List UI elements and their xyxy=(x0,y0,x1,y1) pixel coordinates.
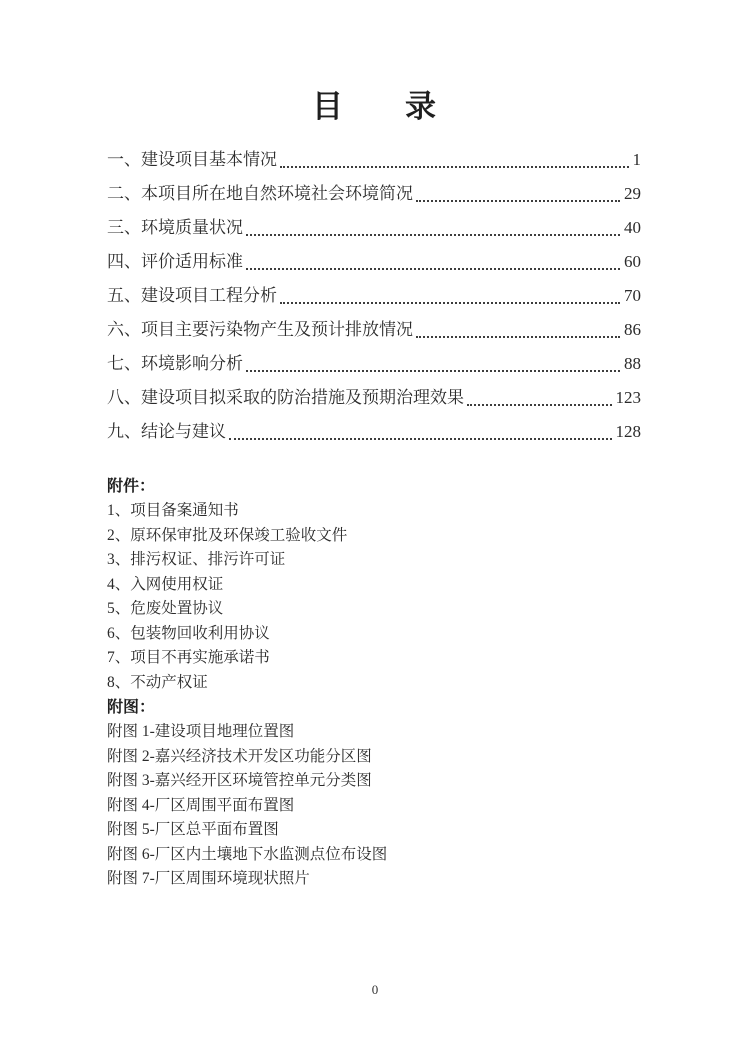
toc-entry xyxy=(107,347,641,381)
toc-entry xyxy=(107,177,641,211)
toc-entry-label: 六、项目主要污染物产生及预计排放情况 xyxy=(107,320,413,339)
footer-page-number: 0 xyxy=(371,982,379,997)
toc-entry-label: 一、建设项目基本情况 xyxy=(107,150,277,169)
attachment-item: 4、入网使用权证 xyxy=(107,575,224,593)
toc-dot-leader xyxy=(226,415,616,449)
toc-entry-page: 88 xyxy=(624,354,641,373)
attachment-item: 8、不动产权证 xyxy=(107,673,208,691)
toc-dot-leader xyxy=(413,313,624,347)
toc-entry-label: 二、本项目所在地自然环境社会环境简况 xyxy=(107,184,413,203)
attachment-item: 3、排污权证、排污许可证 xyxy=(107,551,286,568)
figure-item: 附图 3-嘉兴经开区环境管控单元分类图 xyxy=(107,772,372,789)
toc-dot-leader xyxy=(413,177,624,211)
figure-item: 附图 2-嘉兴经济技术开发区功能分区图 xyxy=(107,747,372,765)
toc-entry-label: 七、环境影响分析 xyxy=(107,354,243,373)
attachment-item: 1、项目备案通知书 xyxy=(107,502,239,519)
attachment-item: 2、原环保审批及环保竣工验收文件 xyxy=(107,526,348,544)
toc-entry xyxy=(107,279,641,313)
figures-heading: 附图： xyxy=(107,699,156,716)
page-title: 目 录 xyxy=(312,89,436,124)
toc-entry-page: 70 xyxy=(624,286,641,305)
toc-entry-page: 123 xyxy=(615,388,641,407)
attachments-heading: 附件： xyxy=(107,478,156,495)
toc-dot-leader xyxy=(277,143,633,177)
toc-entry xyxy=(107,313,641,347)
figure-item: 附图 1-建设项目地理位置图 xyxy=(107,723,295,740)
toc-entry-page: 29 xyxy=(624,184,641,203)
toc-entry xyxy=(107,245,641,279)
toc-entry-page: 128 xyxy=(615,422,641,441)
toc-entry-page: 40 xyxy=(624,218,641,237)
toc-entry-page: 1 xyxy=(632,150,641,169)
attachments-section xyxy=(107,474,641,695)
toc-dot-leader xyxy=(243,211,624,245)
figure-item: 附图 4-厂区周围平面布置图 xyxy=(107,796,295,814)
toc-dot-leader xyxy=(464,381,616,415)
toc-entry-label: 九、结论与建议 xyxy=(107,422,226,441)
toc-entry-label: 四、评价适用标准 xyxy=(107,252,243,271)
attachment-item: 7、项目不再实施承诺书 xyxy=(107,649,270,666)
toc-entry-label: 三、环境质量状况 xyxy=(107,218,243,237)
toc-dot-leader xyxy=(243,245,624,279)
toc-entry-page: 86 xyxy=(624,320,641,339)
figures-section xyxy=(107,695,641,892)
page-content xyxy=(107,0,641,892)
figure-item: 附图 7-厂区周围环境现状照片 xyxy=(107,870,310,887)
figure-item: 附图 6-厂区内土壤地下水监测点位布设图 xyxy=(107,845,388,863)
toc-entry-page: 60 xyxy=(624,252,641,271)
toc-dot-leader xyxy=(277,279,624,313)
attachment-item: 5、危废处置协议 xyxy=(107,600,224,617)
toc-dot-leader xyxy=(243,347,624,381)
toc-entry-label: 八、建设项目拟采取的防治措施及预期治理效果 xyxy=(107,388,464,407)
figure-item: 附图 5-厂区总平面布置图 xyxy=(107,821,279,838)
table-of-contents xyxy=(107,143,641,449)
toc-entry xyxy=(107,143,641,177)
toc-entry xyxy=(107,415,641,449)
toc-entry xyxy=(107,211,641,245)
toc-entry xyxy=(107,381,641,415)
toc-entry-label: 五、建设项目工程分析 xyxy=(107,286,277,305)
attachment-item: 6、包装物回收利用协议 xyxy=(107,624,270,642)
